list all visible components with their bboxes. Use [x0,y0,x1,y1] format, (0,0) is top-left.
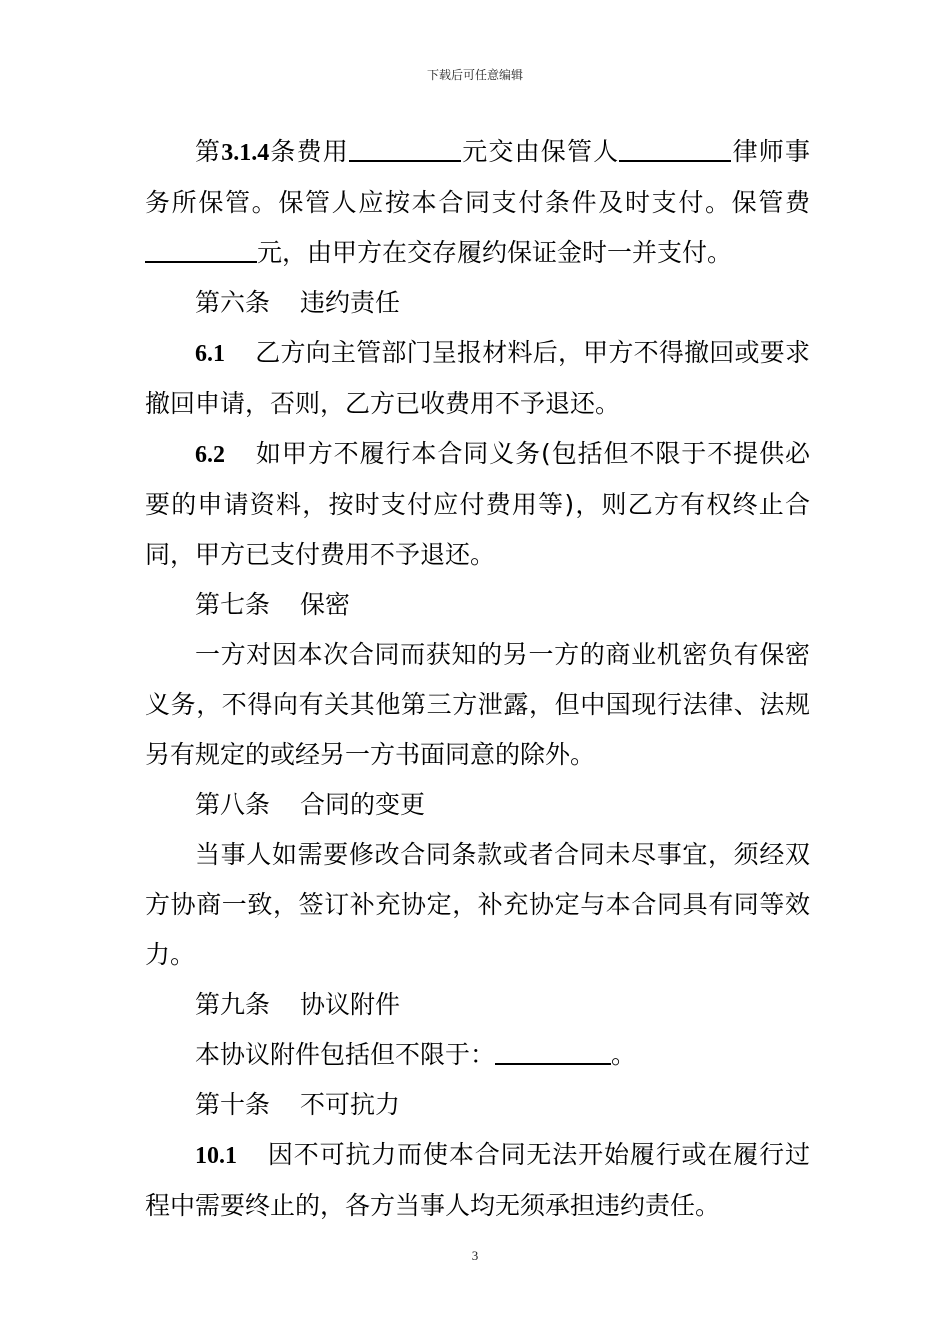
document-body [145,127,810,1231]
article-title: 协议附件 [300,990,401,1019]
text-run: 律师事务所保管。保管人应按本合同支付条件及时支付。保管费 [145,137,810,217]
clause-number: 6.1 [195,341,225,367]
article-title: 不可抗力 [300,1090,401,1119]
article-label: 第八条 [195,790,271,819]
article-6-heading [145,278,810,328]
attachment-blank [495,1039,611,1065]
fee-blank [349,136,461,162]
text-run: 。 [611,1040,637,1069]
clause-text: 因不可抗力而使本合同无法开始履行或在履行过程中需要终止的，各方当事人均无须承担违约责任。 [145,1140,810,1220]
article-label: 第十条 [195,1090,271,1119]
clause-6-1 [145,328,810,429]
article-9-heading [145,980,810,1030]
article-title: 违约责任 [300,288,401,317]
clause-3-1-4 [145,127,810,278]
clause-text: 乙方向主管部门呈报材料后，甲方不得撤回或要求撤回申请，否则，乙方已收费用不予退还。 [145,338,810,418]
article-title: 合同的变更 [300,790,426,819]
text-run: 本协议附件包括但不限于： [195,1040,496,1069]
clause-number: 10.1 [195,1143,237,1169]
article-7-heading [145,580,810,630]
clause-number: 6.2 [195,442,225,468]
article-8-heading [145,780,810,830]
text-run: 条费用 [269,137,349,166]
article-9-text [145,1030,810,1080]
text-run: 元交由保管人 [461,137,620,166]
page-header: 下载后可任意编辑 [426,68,523,82]
text-run: 元，由甲方在交存履约保证金时一并支付。 [257,238,733,267]
article-8-text: 当事人如需要修改合同条款或者合同未尽事宜，须经双方协商一致，签订补充协定，补充协定与本合同具有同等效力。 [145,840,810,969]
article-10-heading [145,1080,810,1130]
article-title: 保密 [300,590,351,619]
article-label: 第六条 [195,288,271,317]
custodian-blank [619,136,731,162]
custody-fee-blank [145,237,257,263]
clause-10-1 [145,1130,810,1231]
article-7-text: 一方对因本次合同而获知的另一方的商业机密负有保密义务，不得向有关其他第三方泄露，但中国现行法律、法规另有规定的或经另一方书面同意的除外。 [145,640,810,769]
article-label: 第七条 [195,590,271,619]
clause-text: 如甲方不履行本合同义务(包括但不限于不提供必要的申请资料，按时支付应付费用等)，则乙方有权终止合同，甲方已支付费用不予退还。 [145,439,810,569]
clause-number: 3.1.4 [221,140,270,166]
text-run: 第 [195,137,222,166]
page-number: 3 [471,1248,479,1263]
clause-6-2 [145,429,810,580]
article-label: 第九条 [195,990,271,1019]
